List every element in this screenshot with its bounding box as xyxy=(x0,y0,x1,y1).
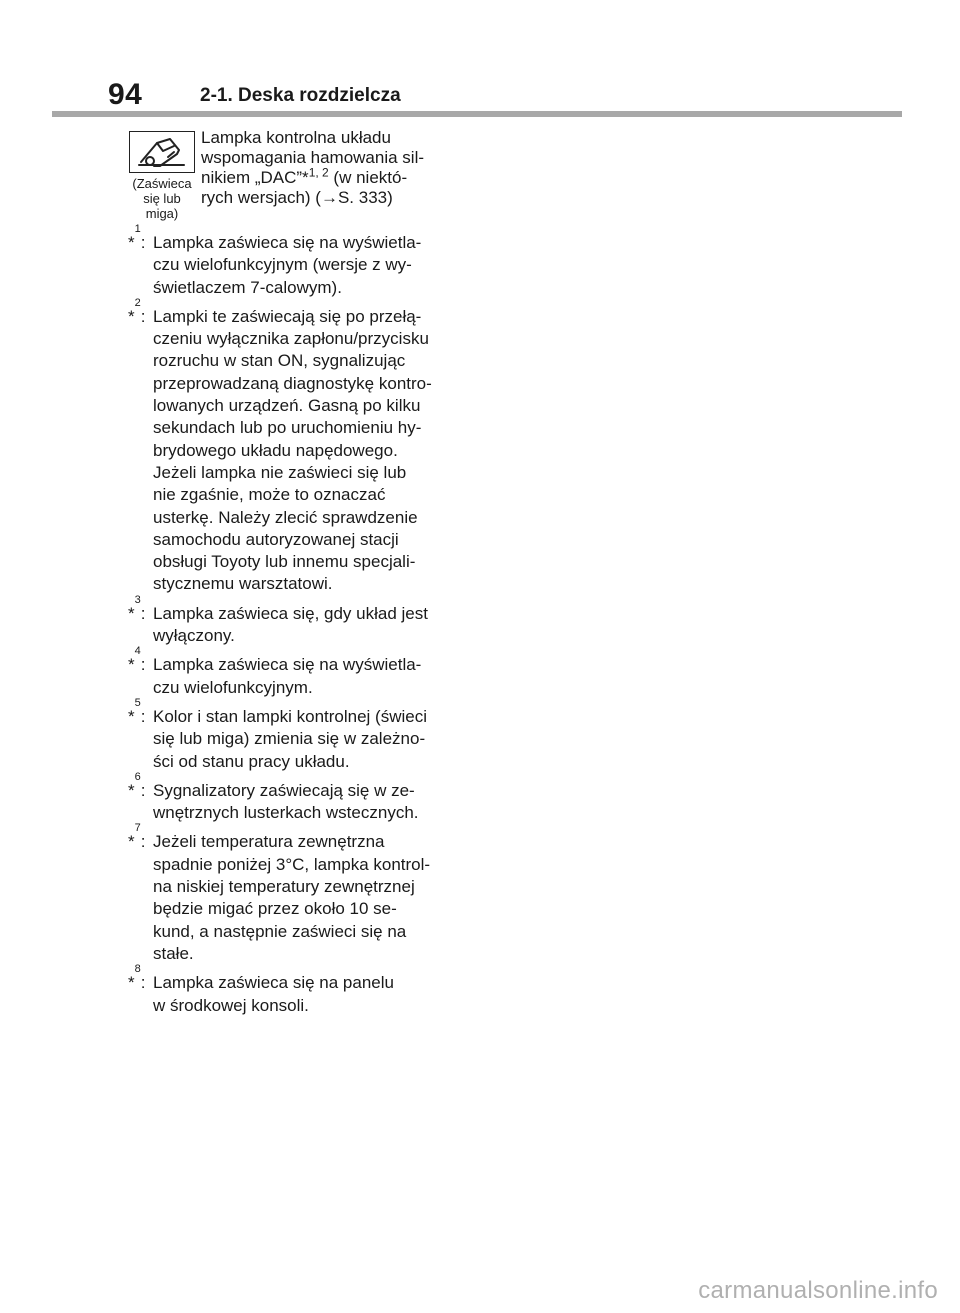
footnote-text: Lampka zaświeca się na wyświetla- czu wielofunkcyjnym (wersje z wy- świetlaczem 7-calowym). xyxy=(153,233,422,297)
footnote xyxy=(120,296,465,596)
footnote-text: Lampka zaświeca się na wyświetla- czu wielofunkcyjnym. xyxy=(153,655,422,697)
footnote-marker: *$^3$: xyxy=(128,593,146,623)
footnote-list xyxy=(120,223,465,1024)
footnote-text: Jeżeli temperatura zewnętrzna spadnie poniżej 3°C, lampka kontrol- na niskiej temperatury zewnętrznej będzie migać przez około 10 se- kund, a następnie zaświeci się na stałe. xyxy=(153,832,431,963)
footnote-marker: *$^1$: xyxy=(128,223,146,252)
footnote-text: Lampki te zaświecają się po przełą- czeniu wyłącznika zapłonu/przycisku rozruchu w stan ON, sygnalizując przeprowadzaną diagnostykę kontro- lowanych urządzeń. Gasną po kilku sekundach lub po uruchomieniu hy- brydowego układu napędowego. Jeżeli lampka nie zaświeci się lub nie zgaśnie, może to oznaczać usterkę. Należy zlecić sprawdzenie samochodu autoryzowanej stacji obsługi Toyoty lub innemu specjali- stycznemu warsztatowi. xyxy=(153,306,432,594)
footnote-text: Sygnalizatory zaświecają się w ze- wnętrznych lusterkach wstecznych. xyxy=(153,780,419,823)
footnote-text: Lampka zaświeca się na panelu w środkowej konsoli. xyxy=(153,973,394,1015)
footnote xyxy=(120,963,465,1017)
footnote-marker: *$^2$: xyxy=(128,296,146,326)
dac-brake-assist-warning-icon xyxy=(129,131,195,173)
footnote-marker: *$^5$: xyxy=(128,696,146,726)
footnote xyxy=(120,645,465,699)
watermark: carmanualsonline.info xyxy=(698,1277,938,1304)
page-number: 94 xyxy=(108,78,143,111)
footnote xyxy=(120,223,465,299)
footnote-marker: *$^8$: xyxy=(128,963,146,993)
footnote-marker: *$^6$: xyxy=(128,770,146,800)
footnote-text: Lampka zaświeca się, gdy układ jest wyłączony. xyxy=(153,603,428,646)
footnote-text: Kolor i stan lampki kontrolnej (świeci się lub miga) zmienia się w zależno- ści od stanu pracy układu. xyxy=(153,706,427,771)
footnote xyxy=(120,696,465,773)
footnote xyxy=(120,593,465,648)
footnote xyxy=(120,770,465,825)
indicator-description: Lampka kontrolna układu wspomagania hamowania sil- nikiem „DAC”*$^{1, 2}$ (w niektó- rych wersjach) (→S. 333) xyxy=(201,128,425,207)
page-header xyxy=(0,0,960,120)
header-divider xyxy=(52,111,902,117)
footnote-marker: *$^7$: xyxy=(128,822,146,852)
section-title: 2-1. Deska rozdzielcza xyxy=(200,85,401,106)
footnote-marker: *$^4$: xyxy=(128,645,146,675)
footnote xyxy=(120,822,465,965)
icon-caption: (Zaświeca się lub miga) xyxy=(132,176,192,221)
